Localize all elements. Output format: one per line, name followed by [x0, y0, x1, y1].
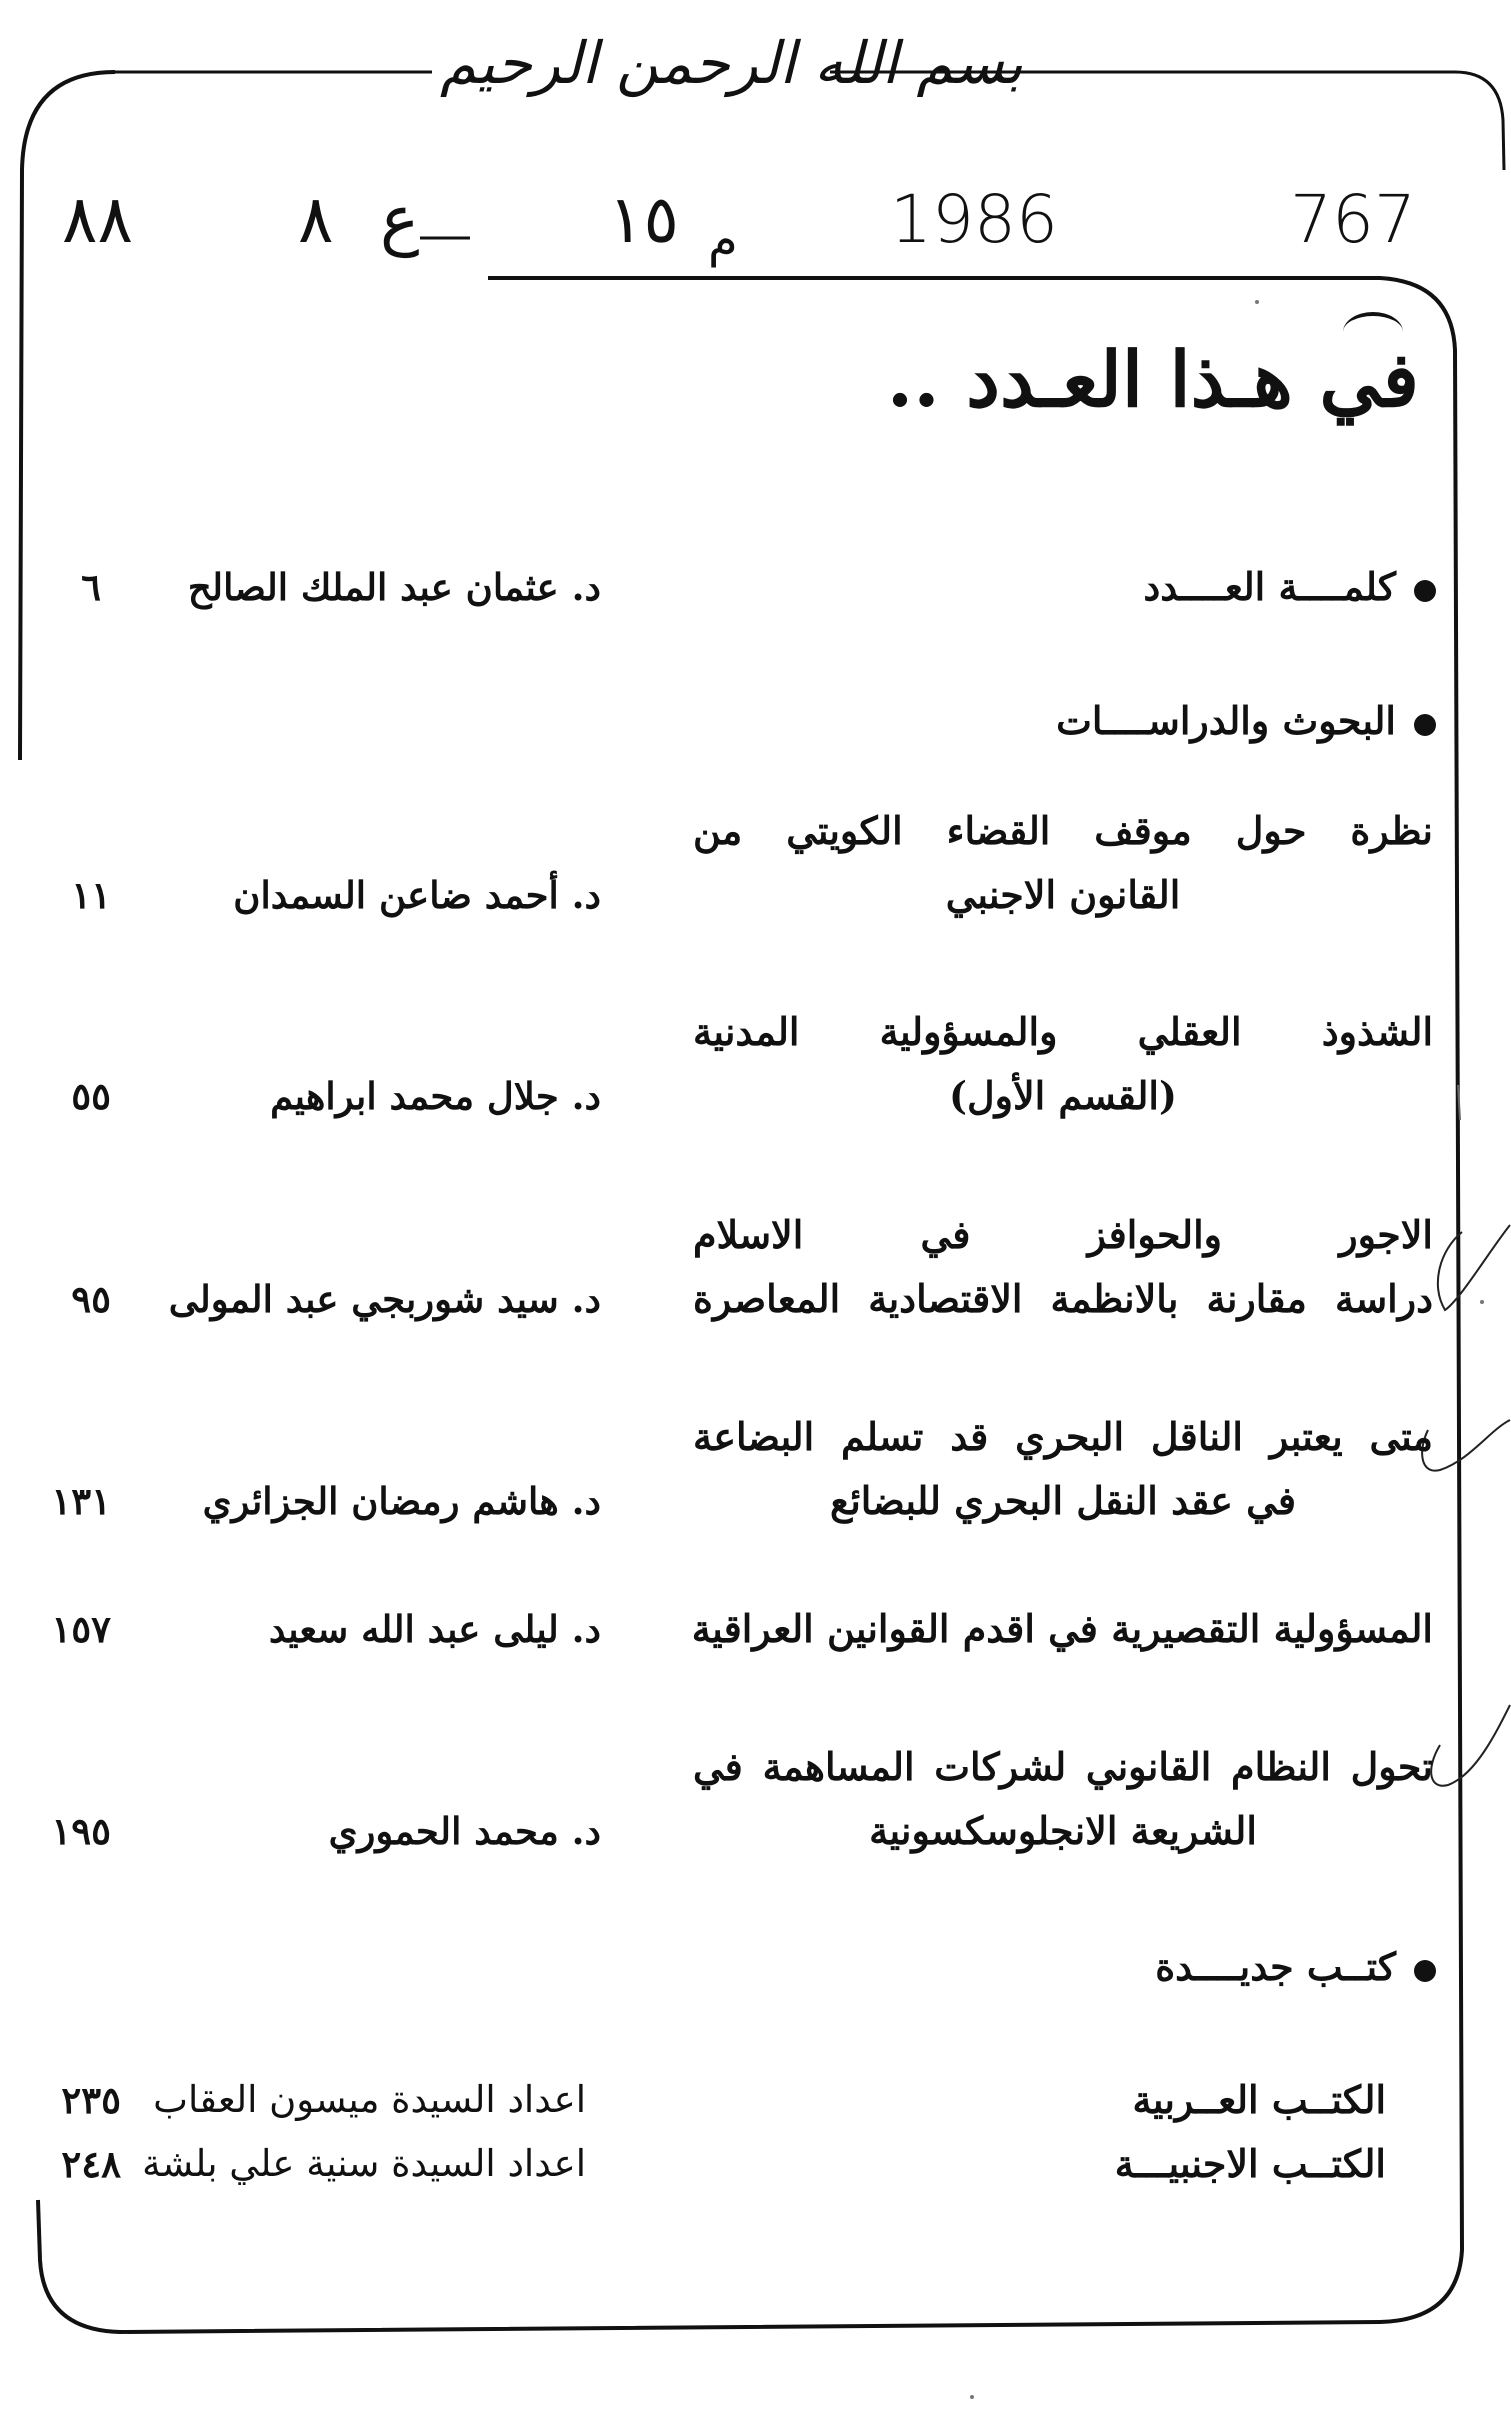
bismillah-calligraphy: بسم الله الرحمن الرحيم [440, 29, 1023, 97]
article-title-line: الاجور والحوافز في الاسلام [693, 1212, 1433, 1257]
bullet-icon [1414, 1960, 1436, 1982]
author: د. سيد شوربجي عبد المولى [168, 1277, 601, 1321]
handwritten-number: ٨ [298, 181, 334, 258]
page-number: ٩٥ [71, 1277, 111, 1321]
section-editorial [836, 555, 1436, 619]
page-number: ١٩٥ [51, 1809, 111, 1853]
page-title: في هـذا العـدد .. [886, 335, 1419, 424]
article-title-line: تحول النظام القانوني لشركات المساهمة في [693, 1744, 1433, 1789]
handwritten-number: ١٥ [608, 181, 679, 258]
page-number: ٢٣٥ [61, 2078, 121, 2122]
page-number: ١١ [71, 873, 111, 917]
handwritten-number: م [708, 212, 738, 268]
bullet-icon [1414, 580, 1436, 602]
author: د. ليلى عبد الله سعيد [268, 1607, 601, 1651]
section-new-books [836, 1935, 1436, 1999]
article-title-line: نظرة حول موقف القضاء الكويتي من [693, 808, 1433, 853]
handwritten-number: 1986 [890, 181, 1058, 258]
scan-speck [1255, 300, 1259, 304]
handwritten-number: ٨٨ [62, 181, 133, 258]
author: د. أحمد ضاعن السمدان [233, 873, 601, 917]
section-label: البحوث والدراســــات [1056, 698, 1396, 743]
author: د. عثمان عبد الملك الصالح [187, 565, 601, 609]
article-title-line: الشريعة الانجلوسكسونية [869, 1808, 1257, 1853]
page-number: ٢٤٨ [61, 2142, 121, 2186]
section-label: كتــب جديــــدة [1155, 1944, 1396, 1989]
book-list-title: الكتــب الاجنبيـــة [1114, 2141, 1386, 2186]
author: اعداد السيدة ميسون العقاب [153, 2078, 586, 2121]
article-title-line: القانون الاجنبي [945, 872, 1181, 917]
section-research [836, 689, 1436, 753]
article-title-line: في عقد النقل البحري للبضائع [829, 1478, 1296, 1523]
handwritten-number: ع [380, 181, 420, 258]
article-title-line: متى يعتبر الناقل البحري قد تسلم البضاعة [693, 1414, 1433, 1459]
bullet-icon [1414, 714, 1436, 736]
author: د. محمد الحموري [328, 1809, 601, 1853]
scan-speck [1480, 1300, 1484, 1304]
page-number: ١٣١ [51, 1479, 111, 1523]
article-title-line: دراسة مقارنة بالانظمة الاقتصادية المعاصرة [693, 1276, 1433, 1321]
section-label: كلمــــة العــــدد [1143, 564, 1396, 609]
article-title-line: الشذوذ العقلي والمسؤولية المدنية [693, 1009, 1433, 1054]
book-list-title: الكتــب العــربية [1132, 2077, 1386, 2122]
page-number: ١٥٧ [51, 1607, 111, 1651]
scan-speck [970, 2395, 974, 2399]
article-title-line: (القسم الأول) [949, 1073, 1177, 1118]
author: د. جلال محمد ابراهيم [270, 1074, 601, 1118]
page-number: ٦ [81, 565, 101, 609]
page-number: ٥٥ [71, 1074, 111, 1118]
handwritten-number: 767 [1290, 181, 1416, 258]
author: د. هاشم رمضان الجزائري [202, 1479, 601, 1523]
article-title-line: المسؤولية التقصيرية في اقدم القوانين العراقية [691, 1606, 1433, 1651]
author: اعداد السيدة سنية علي بلشة [142, 2142, 586, 2185]
